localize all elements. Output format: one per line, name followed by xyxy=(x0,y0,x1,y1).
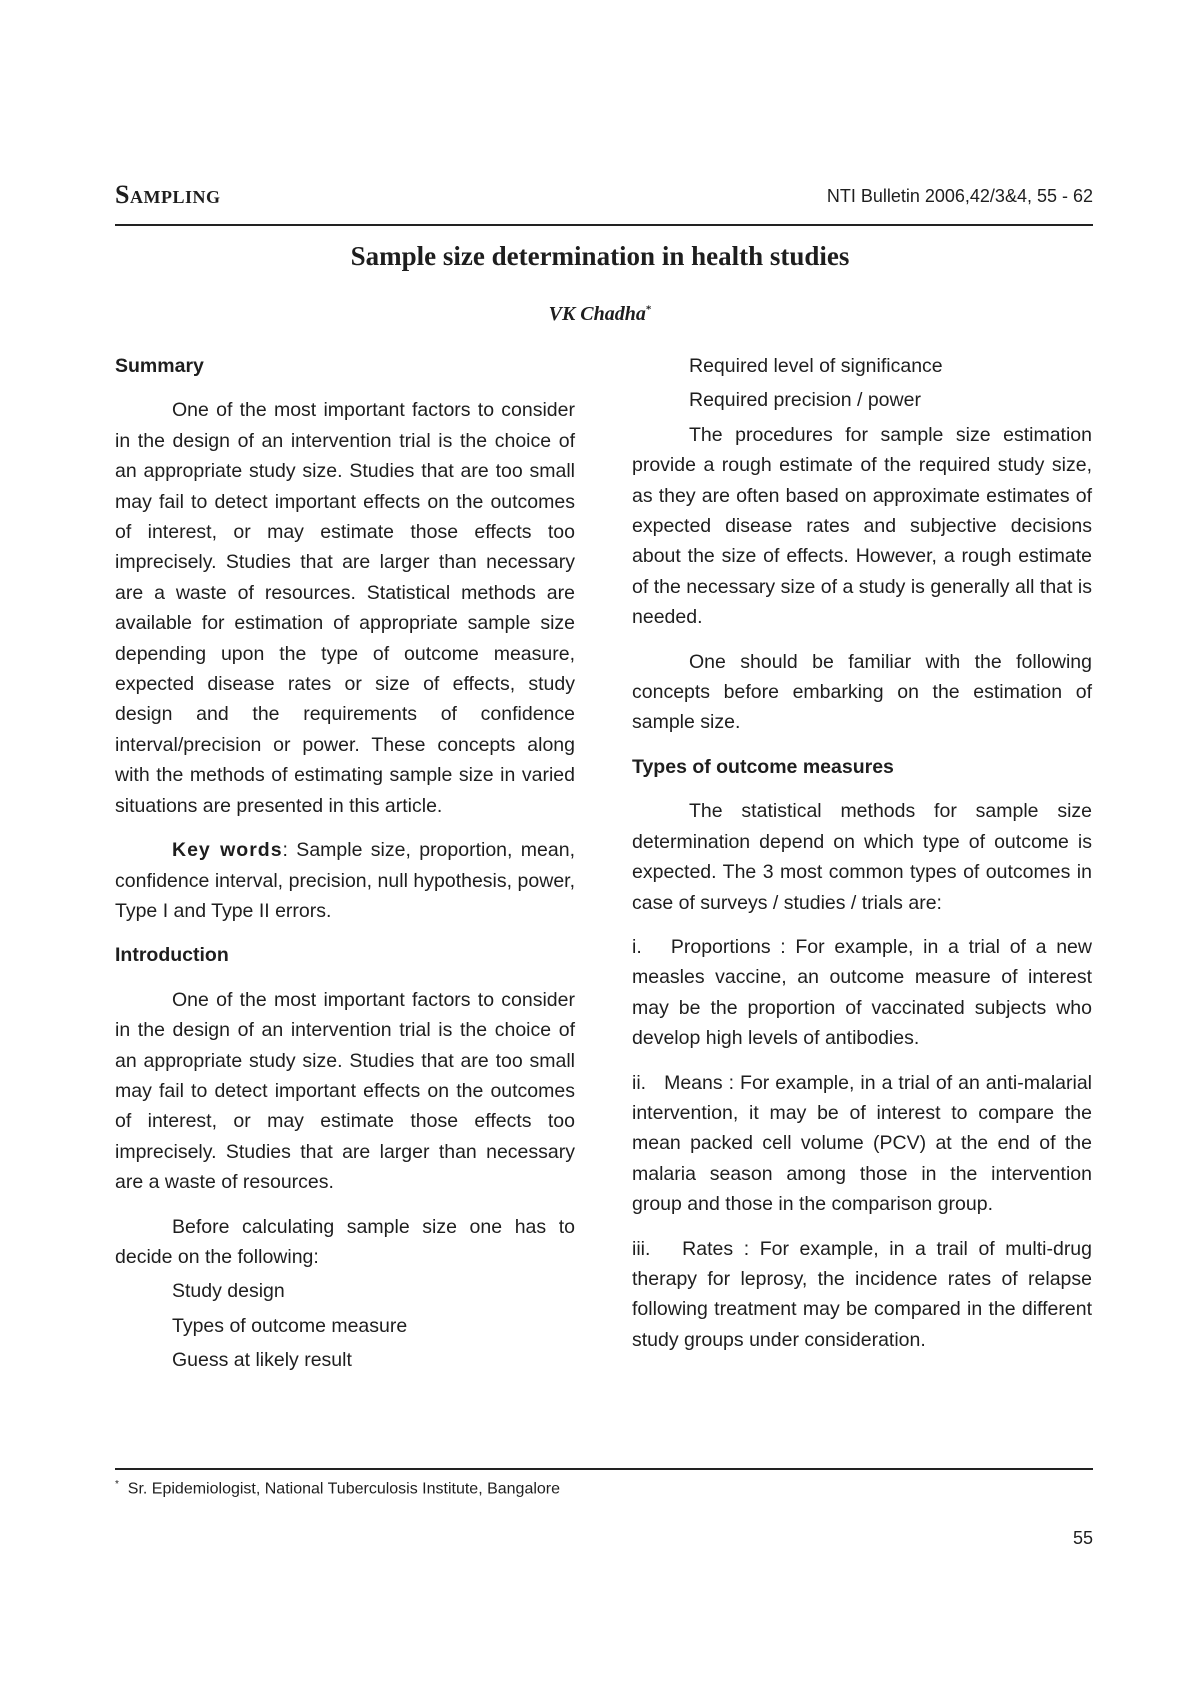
keywords-paragraph xyxy=(115,835,575,926)
proportions-item: i. Proportions : For example, in a trial of a new measles vaccine, an outcome measure of interest may be the proportion of vaccinated subjects who develop high levels of antibodies. xyxy=(632,935,1098,1050)
author-line xyxy=(0,303,1200,326)
list-item: Required level of significance xyxy=(689,355,943,377)
keywords-list: : Sample size, proportion, mean, confidence interval, precision, null hypothesis, power, Type I and Type II errors. xyxy=(115,839,575,922)
keywords-label: Key words xyxy=(172,839,283,862)
list-item: Required precision / power xyxy=(689,389,921,412)
footnote-text: Sr. Epidemiologist, National Tuberculosis Institute, Bangalore xyxy=(127,1480,561,1498)
author-footnote-marker: * xyxy=(645,303,652,316)
outcome-types-heading: Types of outcome measures xyxy=(632,755,894,778)
left-column xyxy=(115,351,575,1376)
summary-paragraph: One of the most important factors to consider in the design of an intervention trial is the choice of an appropriate study size. Studies that are too small may fail to detect important effects on the outcomes of interest, or may estimate those effects too imprecisely. Studies that are larger than necessary are a waste of resources. Statistical methods are available for estimation of appropriate sample size depending upon the type of outcome measure, expected disease rates or size of effects, study design and the requirements of confidence interval/precision or power. These concepts along with the methods of estimating sample size in varied situations are presented in this article. xyxy=(115,399,575,817)
footnote-rule xyxy=(115,1468,1093,1470)
header-rule xyxy=(115,224,1093,226)
list-item: Guess at likely result xyxy=(172,1349,352,1372)
list-item: Types of outcome measure xyxy=(172,1314,408,1337)
footnote xyxy=(115,1479,560,1498)
summary-heading: Summary xyxy=(115,355,204,377)
right-column xyxy=(632,351,1098,1355)
article-title: Sample size determination in health studies xyxy=(350,241,850,271)
footnote-marker: * xyxy=(115,1479,119,1490)
list-item: Study design xyxy=(172,1280,285,1303)
means-item: ii. Means : For example, in a trial of an anti-malarial intervention, it may be of interest to compare the mean packed cell volume (PCV) at the end of the malaria season among those in the intervention group and those in the comparison group. xyxy=(632,1071,1098,1216)
familiar-paragraph: One should be familiar with the following concepts before embarking on the estimation of sample size. xyxy=(632,650,1092,734)
running-header xyxy=(115,180,1093,230)
before-calculating-paragraph: Before calculating sample size one has to decide on the following: xyxy=(115,1215,575,1268)
introduction-heading: Introduction xyxy=(115,944,229,967)
procedures-paragraph: The procedures for sample size estimation provide a rough estimate of the required study size, as they are often based on approximate estimates of expected disease rates and subjective decisions about the size of effects. However, a rough estimate of the necessary size of a study is generally all that is needed. xyxy=(632,423,1092,629)
rates-item: iii. Rates : For example, in a trail of multi-drug therapy for leprosy, the incidence rates of relapse following treatment may be compared in the different study groups under consideration. xyxy=(632,1237,1098,1351)
outcome-types-paragraph: The statistical methods for sample size determination depend on which type of outcome is expected. The 3 most common types of outcomes in case of surveys / studies / trials are: xyxy=(632,800,1092,914)
section-name: Sampling xyxy=(115,180,221,209)
introduction-paragraph: One of the most important factors to consider in the design of an intervention trial is the choice of an appropriate study size. Studies that are too small may fail to detect important effects on the outcomes of interest, or may estimate those effects too imprecisely. Studies that are larger than necessary are a waste of resources. xyxy=(115,988,575,1194)
journal-citation: NTI Bulletin 2006,42/3&4, 55 - 62 xyxy=(826,186,1093,206)
author-name: VK Chadha xyxy=(548,303,646,325)
page-number: 55 xyxy=(1072,1528,1093,1548)
